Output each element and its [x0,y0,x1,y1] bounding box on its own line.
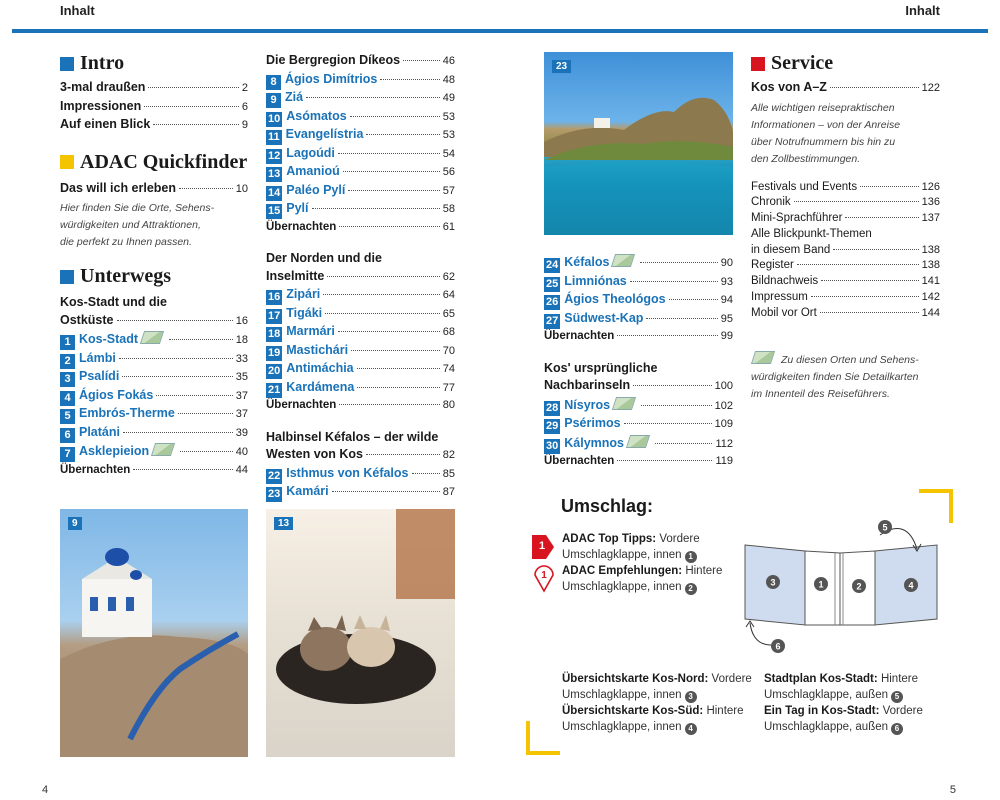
entry-page: 85 [442,467,455,480]
place-number: 22 [268,469,281,482]
entry-page: 56 [442,166,455,178]
place-number: 17 [268,309,281,322]
umschlag-maps-right [764,671,964,735]
frame-corner-bottom [526,721,530,755]
toc-entry[interactable] [544,377,733,396]
place-number: 21 [268,383,281,396]
description-line: würdigkeiten und Attraktionen, [60,219,201,231]
toc-entry[interactable] [60,116,248,135]
entry-page: 48 [442,73,455,86]
toc-entry[interactable] [751,211,940,227]
entry-label: Das will ich erleben [60,180,177,195]
group-heading: Der Norden und die [266,251,382,265]
entry-page: 93 [720,275,733,288]
entry-label: Kardámena [286,379,355,394]
place-number: 27 [546,314,559,327]
toc-entry[interactable] [60,442,248,462]
cover-label: Ein Tag in Kos-Stadt: [764,705,880,717]
toc-entry[interactable] [266,71,455,90]
cover-location: Umschlagklappe, innen [562,721,682,733]
entry-label: Übernachten [60,463,131,476]
note-line: würdigkeiten finden Sie Detailkarten [751,370,919,383]
group-heading: Halbinsel Kéfalos – der wilde [266,429,439,444]
entry-page: 10 [235,182,248,195]
toc-entry[interactable] [266,126,455,145]
entry-label: Westen von Kos [266,447,364,461]
entry-page: 74 [442,363,455,375]
cover-location: Hintere [706,705,744,717]
cover-location: Umschlagklappe, außen [764,689,889,701]
entry-page: 44 [235,463,248,476]
place-number: 15 [268,205,281,217]
entry-label: Mastichári [286,342,349,357]
place-number: 9 [266,93,281,108]
section-title: ADAC Quickfinder [80,150,248,173]
entry-page: 35 [235,371,248,383]
toc-entry[interactable] [60,387,248,406]
cover-number: 4 [685,723,697,735]
square-marker [60,270,74,284]
section-title: Service [771,52,834,74]
entry-page: 70 [442,344,455,357]
entry-page: 138 [921,243,940,256]
toc-entry[interactable] [266,483,455,502]
toc-entry[interactable] [60,424,248,443]
place-number: 14 [268,186,281,199]
toc-entry[interactable] [266,465,455,484]
entry-page: 53 [442,110,455,123]
cover-location: Umschlagklappe, innen [562,549,682,561]
toc-entry[interactable] [266,286,455,305]
toc-entry[interactable] [544,291,733,310]
place-number: 12 [268,149,281,162]
entry-label: Südwest-Kap [564,310,644,325]
entry-label: Ágios Fokás [79,387,154,402]
toc-entry[interactable] [266,219,455,237]
detail-map-icon [626,435,650,448]
cover-label: Übersichtskarte Kos-Süd: [562,705,704,717]
entry-page: 142 [921,291,940,304]
entry-label: Marmári [286,324,335,338]
header-rule [12,29,988,33]
place-number: 6 [60,428,75,443]
entry-page: 94 [720,294,733,306]
toc-entry[interactable] [266,163,455,182]
cover-location: Hintere [685,565,723,577]
toc-entry[interactable] [751,306,940,322]
cover-location: Vordere [659,533,700,545]
entry-page: 68 [442,326,455,338]
cover-label: Stadtplan Kos-Stadt: [764,673,878,685]
toc-entry[interactable] [60,79,248,98]
cover-location: Umschlagklappe, außen [764,721,889,733]
toc-entry[interactable] [60,368,248,387]
toc-entry[interactable] [60,330,248,350]
photo-cats [266,509,455,757]
entry-label: Ostküste [60,312,114,327]
entry-label: in diesem Band [751,243,831,256]
toc-entry[interactable] [266,342,455,361]
entry-page: 144 [921,306,940,319]
toc-entry[interactable] [266,52,455,71]
toc-entry[interactable] [60,405,248,424]
cover-fold-diagram [735,515,945,655]
place-number: 8 [266,75,281,90]
cats-illustration [266,509,455,757]
toc-entry[interactable] [751,180,940,196]
place-number: 29 [546,420,559,432]
toc-entry[interactable] [751,79,940,98]
entry-label: Ziá [285,90,304,104]
header-right: Inhalt [905,3,940,18]
entry-label: Impressionen [60,98,142,113]
entry-page: 95 [720,312,733,325]
entry-label: Übernachten [266,399,337,411]
cover-location: Hintere [880,673,919,685]
entry-page: 82 [442,449,455,461]
entry-page: 16 [235,314,248,327]
entry-page: 33 [235,352,248,365]
cover-location: Vordere [882,705,923,717]
toc-entry[interactable] [266,360,455,379]
section-intro [60,52,248,75]
toc-entry[interactable] [544,434,733,454]
chapel-illustration [60,509,248,757]
entry-page: 58 [442,203,455,215]
fold-number: 4 [908,580,914,591]
entry-page: 119 [715,455,733,467]
entry-label: Amanioú [286,164,340,178]
toc-entry[interactable] [266,446,455,465]
column-4 [751,52,940,403]
frame-corner-top [919,489,953,493]
photo-island-illustration [544,52,733,235]
place-number: 25 [546,277,559,290]
toc-entry[interactable] [266,305,455,324]
place-number: 2 [60,354,75,369]
toc-entry[interactable] [266,268,455,287]
toc-entry[interactable] [751,274,940,290]
entry-page: 77 [442,381,455,394]
entry-page: 99 [720,330,733,342]
entry-page: 37 [235,389,248,402]
detail-map-icon [612,397,636,410]
entry-page: 61 [442,220,455,233]
entry-page: 57 [442,184,455,197]
place-number: 4 [60,391,75,406]
page-number-left: 4 [42,784,49,796]
entry-label: Paléo Pylí [286,182,346,197]
entry-page: 46 [442,55,455,67]
entry-label: Festivals und Events [751,180,858,193]
entry-label: Asklepieion [79,444,150,458]
entry-label: Tigáki [286,305,323,320]
entry-page: 112 [715,437,733,450]
place-number: 13 [268,168,281,180]
entry-label: Mobil vor Ort [751,306,817,319]
square-marker [60,57,74,71]
place-number: 23 [268,488,281,500]
entry-page: 137 [921,212,940,225]
toc-entry[interactable] [751,290,940,306]
umschlag-maps-left [562,671,762,735]
entry-page: 2 [241,82,248,94]
description-line: Hier finden Sie die Orte, Sehens- [60,202,215,214]
entry-label: 3-mal draußen [60,80,146,94]
entry-page: 62 [442,270,455,283]
entry-label: Antimáchia [286,361,354,375]
section-service [751,52,940,75]
entry-page: 100 [714,380,733,392]
entry-label: Mini-Sprachführer [751,212,843,225]
entry-label: Limniónas [564,273,627,288]
toc-entry[interactable] [266,200,455,219]
cover-number: 1 [685,551,697,563]
entry-page: 126 [921,180,940,193]
photo-chapel [60,509,248,757]
entry-page: 37 [235,408,248,420]
entry-label: Kos-Stadt [79,332,139,346]
entry-label: Isthmus von Kéfalos [286,465,409,480]
fold-number: 5 [882,522,888,533]
entry-page: 64 [442,289,455,301]
cover-label: ADAC Empfehlungen: [562,565,683,577]
entry-label: Impressum [751,291,808,304]
entry-label: Ágios Dimítrios [285,71,378,86]
entry-label: Lagoúdi [286,145,335,160]
toc-entry[interactable] [544,415,733,434]
group-heading: Kos' ursprüngliche [544,360,658,375]
cover-label: ADAC Top Tipps: [562,533,657,545]
entry-label: Kálymnos [564,435,624,450]
entry-page: 102 [714,399,733,412]
toc-entry[interactable] [544,310,733,329]
note-line: Zu diesen Orten und Sehens- [781,353,919,366]
place-number: 3 [60,372,75,387]
entry-page: 49 [442,92,455,104]
entry-page: 54 [442,147,455,160]
umschlag-tipps [562,531,742,595]
entry-label-line: Alle Blickpunkt-Themen [751,227,872,240]
section-unterwegs [60,265,248,288]
entry-page: 138 [921,259,940,272]
place-number: 20 [268,365,281,377]
entry-page: 141 [921,275,940,288]
toc-entry[interactable] [751,195,940,211]
page-number-right: 5 [949,784,956,796]
place-number: 10 [268,112,281,125]
place-number: 28 [546,401,559,414]
entry-label: Psérimos [564,416,621,430]
entry-label: Zipári [286,287,321,301]
fold-number: 2 [856,581,862,592]
umschlag-title: Umschlag: [561,496,654,516]
description-line: über Notrufnummern bis hin zu [751,135,896,148]
toc-entry[interactable] [266,89,455,108]
toc-entry[interactable] [60,350,248,369]
cover-location: Umschlagklappe, innen [562,689,682,701]
note-line: im Innenteil des Reiseführers. [751,387,890,400]
square-marker [60,155,74,169]
toc-entry[interactable] [60,180,248,199]
entry-label: Ágios Theológos [564,292,666,306]
top-tipp-marker-number: 1 [538,540,546,552]
entry-label: Asómatos [286,108,347,123]
detail-map-icon [151,443,175,456]
header-left: Inhalt [60,3,95,18]
place-number: 26 [546,296,559,308]
cover-number: 3 [685,691,697,703]
entry-page: 65 [442,307,455,320]
cover-number: 5 [891,691,903,703]
entry-label: Lámbi [79,350,116,365]
entry-label: Evangelístria [285,127,364,141]
place-number: 5 [60,409,75,424]
fold-number: 1 [818,579,824,590]
toc-entry[interactable] [266,108,455,127]
toc-entry[interactable] [751,243,940,259]
fold-number: 3 [770,577,776,588]
detail-map-icon [140,331,164,344]
toc-entry[interactable] [60,98,248,117]
description-line: Alle wichtigen reisepraktischen [751,101,895,114]
detail-map-icon [751,351,775,364]
entry-page: 109 [714,418,733,430]
toc-entry[interactable] [544,396,733,416]
entry-label: Übernachten [266,220,337,233]
entry-label: Kamári [286,484,329,498]
entry-label: Chronik [751,196,791,209]
entry-label: Platáni [79,424,120,439]
toc-entry[interactable] [60,462,248,480]
entry-page: 9 [241,119,248,131]
place-number: 11 [268,131,280,143]
square-marker [751,57,765,71]
toc-entry[interactable] [60,312,248,331]
empfehlung-marker-number: 1 [541,570,547,581]
cover-number: 6 [891,723,903,735]
photo-kamari [544,52,733,235]
entry-label: Übernachten [544,330,615,342]
section-title: Intro [80,52,125,74]
toc-entry[interactable] [266,323,455,342]
toc-entry[interactable] [751,258,940,274]
detail-map-icon [611,254,635,267]
place-number: 1 [60,335,75,350]
entry-page: 136 [921,196,940,209]
column-3 [544,52,733,471]
entry-page: 87 [442,486,455,498]
frame-corner-bottom [526,751,560,755]
photo-number-badge: 13 [274,517,293,530]
toc-entry[interactable] [544,253,733,273]
entry-label: Übernachten [544,455,615,467]
description-line: Informationen – von der Anreise [751,118,901,131]
entry-label: Auf einen Blick [60,117,151,131]
fold-number: 6 [775,641,781,652]
photo-number-badge: 23 [552,60,571,73]
frame-corner-top [949,489,953,523]
section-quickfinder [60,151,248,174]
entry-label: Register [751,259,794,272]
umschlag-title-wrap [561,496,761,517]
toc-entry[interactable] [544,328,733,346]
entry-label: Psalídi [79,369,120,383]
group-heading: Kos-Stadt und die [60,295,167,309]
toc-entry[interactable] [544,273,733,292]
entry-page: 53 [442,129,455,141]
cover-number: 2 [685,583,697,595]
entry-label: Bildnachweis [751,275,819,288]
entry-page: 80 [442,399,455,411]
entry-page: 40 [235,446,248,458]
entry-label: Nísyros [564,397,611,412]
cover-location: Vordere [711,673,752,685]
entry-page: 6 [241,100,248,113]
column-1 [60,52,248,479]
toc-entry[interactable] [266,145,455,164]
entry-label: Kos von A–Z [751,80,827,94]
toc-entry[interactable] [266,397,455,415]
place-number: 19 [268,346,281,359]
entry-label: Kéfalos [564,255,610,269]
toc-entry[interactable] [266,182,455,201]
place-number: 18 [268,328,281,340]
description-line: die perfekt zu Ihnen passen. [60,236,192,248]
cover-location: Umschlagklappe, innen [562,581,682,593]
entry-label: Die Bergregion Díkeos [266,53,401,67]
photo-number-badge: 9 [68,517,82,530]
toc-entry[interactable] [266,379,455,398]
cover-label: Übersichtskarte Kos-Nord: [562,673,709,685]
place-number: 7 [60,447,75,462]
place-number: 30 [546,439,559,452]
column-2 [266,52,455,502]
entry-label: Pylí [286,201,309,215]
entry-label: Nachbarinseln [544,378,631,392]
place-number: 24 [546,259,559,271]
entry-label: Embrós-Therme [79,406,175,420]
section-title: Unterwegs [80,265,172,287]
entry-page: 122 [921,82,940,94]
entry-label: Inselmitte [266,268,325,283]
description-line: den Zollbestimmungen. [751,152,861,165]
toc-entry[interactable] [544,453,733,471]
entry-page: 39 [235,426,248,439]
entry-page: 90 [720,257,733,269]
place-number: 16 [268,291,281,303]
entry-page: 18 [235,334,248,346]
